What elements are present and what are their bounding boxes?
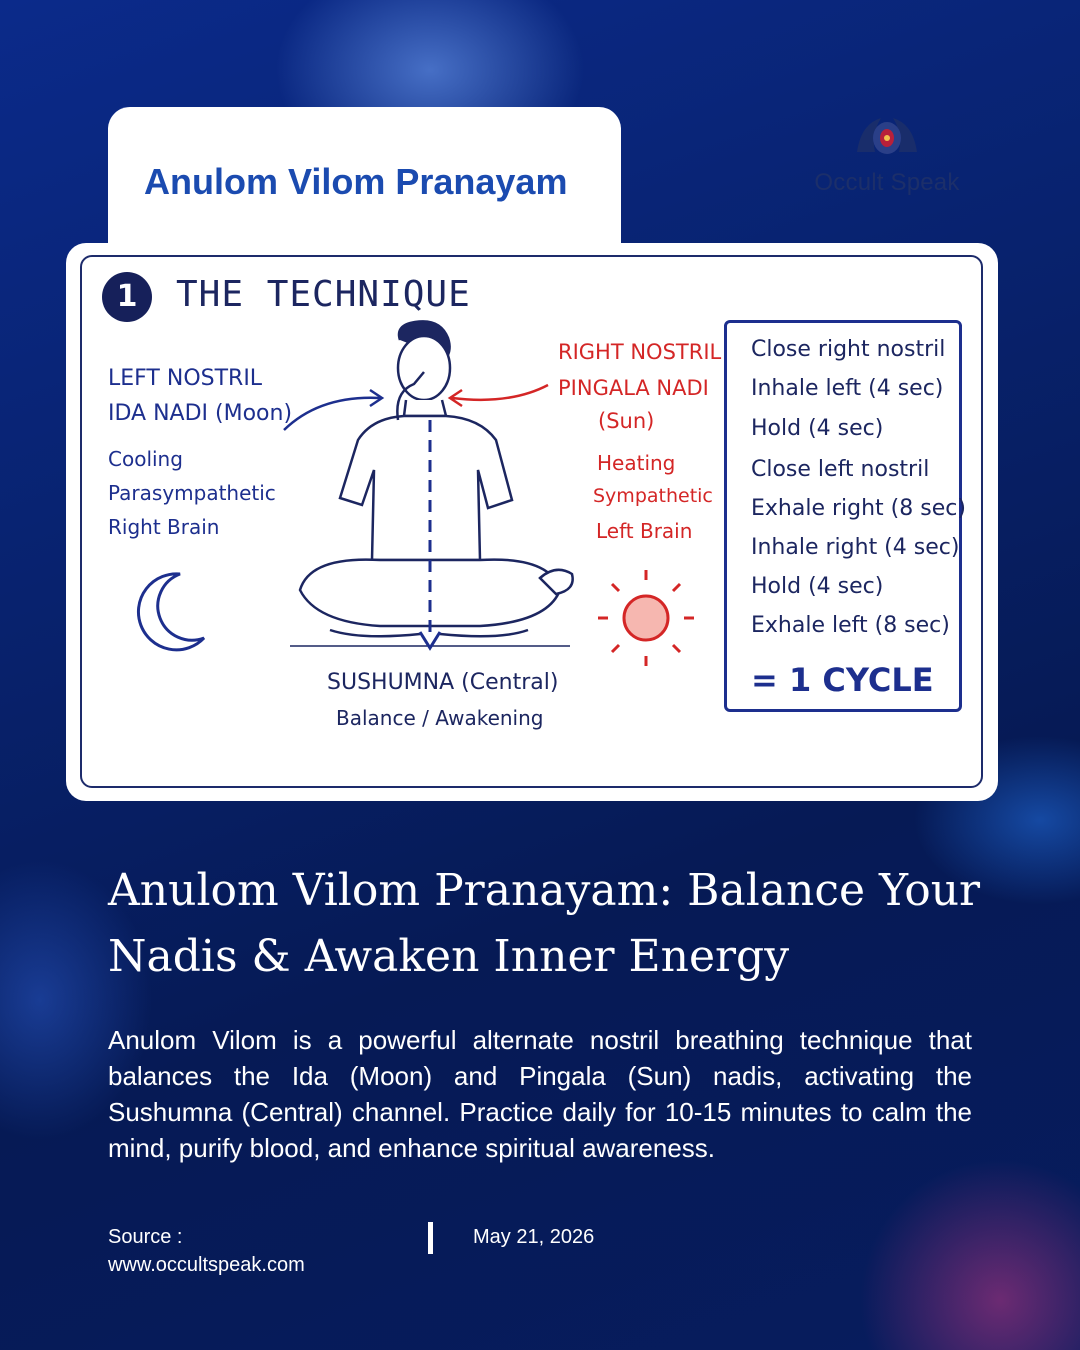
left-nostril-arrow [284, 398, 380, 430]
step-number-badge: 1 [102, 272, 152, 322]
source-label: Source : [108, 1226, 183, 1248]
publish-date: May 21, 2026 [473, 1226, 595, 1248]
step-5: Exhale right (8 sec) [751, 496, 966, 521]
steps-box [724, 320, 966, 712]
pingala-nadi-label: PINGALA NADI [558, 376, 709, 400]
step-4: Close left nostril [751, 457, 930, 482]
sun-icon [598, 570, 694, 666]
article-body: Anulom Vilom is a powerful alternate nostril breathing technique that balances the Ida (Moon) and Pingala (Sun) nadis, activating the Sushumna (Central) channel. Practice daily for 10-15 minutes to calm the mind, purify blood, and enhance spiritual awareness. [108, 1025, 972, 1163]
left-trait-cooling: Cooling [108, 447, 183, 471]
technique-heading: THE TECHNIQUE [176, 274, 471, 315]
step-7: Hold (4 sec) [751, 574, 884, 599]
brand-name: Occult Speak [814, 169, 960, 196]
article-headline: Anulom Vilom Pranayam: Balance Your Nadis & Awaken Inner Energy [108, 865, 981, 982]
cycle-total: = 1 CYCLE [751, 661, 934, 699]
source-link[interactable]: www.occultspeak.com [108, 1254, 305, 1276]
ida-nadi-label: IDA NADI (Moon) [108, 401, 293, 426]
moon-icon [138, 574, 204, 650]
step-1: Close right nostril [751, 337, 946, 362]
right-trait-left-brain: Left Brain [596, 519, 693, 543]
left-trait-parasympathetic: Parasympathetic [108, 481, 276, 505]
left-trait-right-brain: Right Brain [108, 515, 220, 539]
right-trait-heating: Heating [597, 451, 676, 475]
balance-label: Balance / Awakening [336, 706, 544, 730]
tab-title: Anulom Vilom Pranayam [144, 161, 568, 202]
right-nostril-arrow [452, 385, 548, 400]
left-nostril-label: LEFT NOSTRIL [108, 366, 263, 391]
right-nostril-label: RIGHT NOSTRIL [558, 340, 722, 364]
step-2: Inhale left (4 sec) [751, 376, 944, 401]
meditating-figure [300, 321, 573, 636]
footer-divider [428, 1222, 433, 1254]
step-8: Exhale left (8 sec) [751, 613, 950, 638]
sun-label: (Sun) [598, 409, 655, 433]
step-3: Hold (4 sec) [751, 416, 884, 441]
right-trait-sympathetic: Sympathetic [593, 485, 713, 507]
sushumna-label: SUSHUMNA (Central) [327, 670, 559, 695]
step-6: Inhale right (4 sec) [751, 535, 960, 560]
